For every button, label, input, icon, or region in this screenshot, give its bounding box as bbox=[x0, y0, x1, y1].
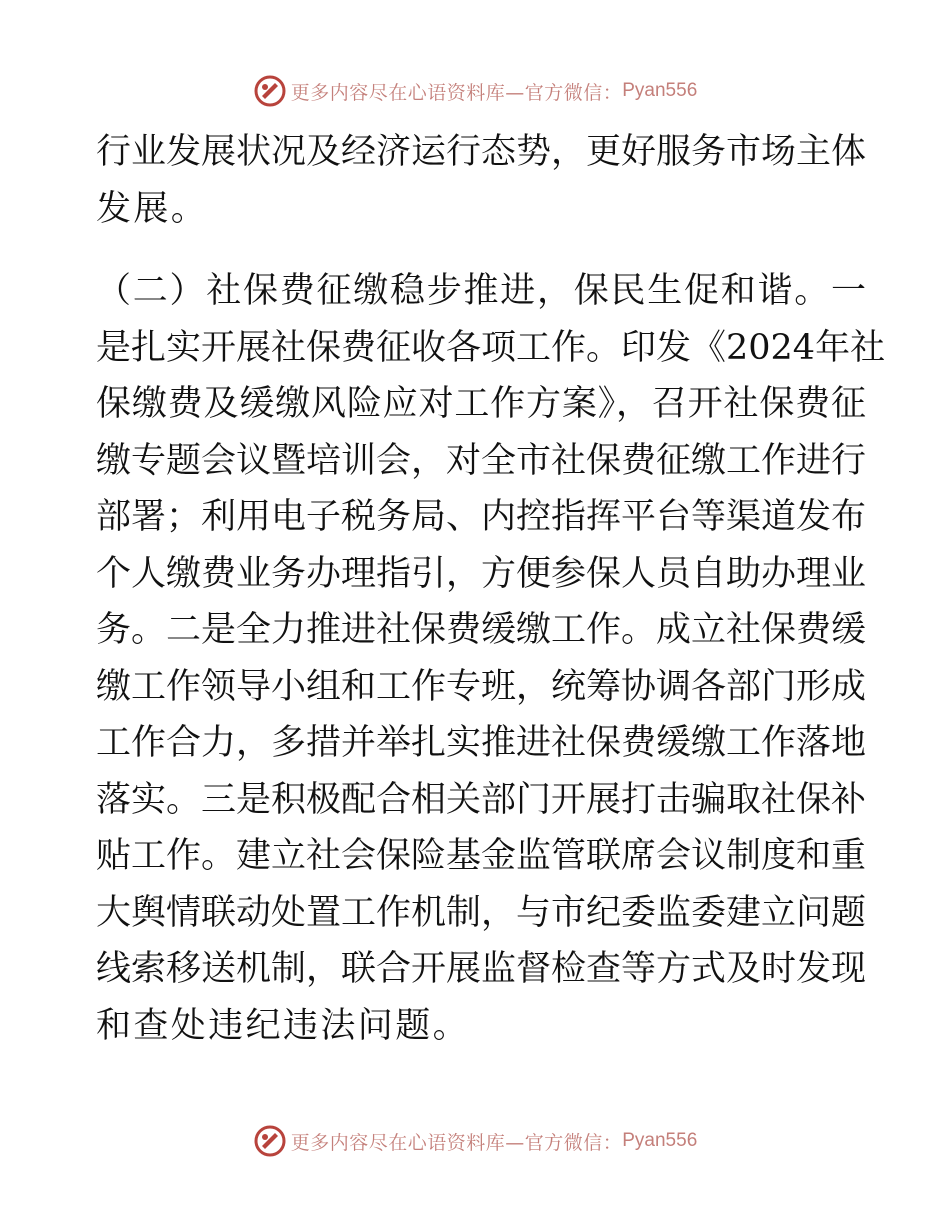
header-banner-text: 更多内容尽在心语资料库— bbox=[290, 81, 525, 104]
text-line: 个人缴费业务办理指引，方便参保人员自助办理业 bbox=[96, 553, 867, 594]
text-line: 线索移送机制，联合开展监督检查等方式及时发现 bbox=[96, 949, 867, 989]
text-line: 缴专题会议暨培训会，对全市社保费征缴工作进行 bbox=[96, 440, 867, 481]
footer-wechat-label: 官方微信： bbox=[524, 1131, 623, 1154]
footer-banner bbox=[0, 1121, 950, 1161]
text-line: 发展。 bbox=[96, 188, 209, 229]
text-line: 保缴费及缓缴风险应对工作方案》，召开社保费征 bbox=[96, 384, 866, 424]
header-wechat-label: 官方微信： bbox=[524, 81, 623, 104]
text-line: 贴工作。建立社会保险基金监管联席会议制度和重 bbox=[96, 836, 867, 876]
paragraph-2 bbox=[96, 263, 886, 1054]
text-line: （二）社保费征缴稳步推进，保民生促和谐。一 bbox=[96, 271, 866, 311]
logo-icon bbox=[253, 74, 287, 108]
header-wechat-id: Pyan556 bbox=[622, 80, 698, 101]
text-line: 缴工作领导小组和工作专班，统筹协调各部门形成 bbox=[96, 666, 867, 707]
logo-icon bbox=[253, 1124, 287, 1158]
text-line: 行业发展状况及经济运行态势，更好服务市场主体 bbox=[96, 132, 867, 172]
text-line: 是扎实开展社保费征收各项工作。印发《2024年社 bbox=[96, 327, 886, 368]
text-line: 务。二是全力推进社保费缓缴工作。成立社保费缓 bbox=[96, 610, 867, 650]
paragraph-1 bbox=[96, 124, 866, 237]
text-line: 大舆情联动处置工作机制，与市纪委监委建立问题 bbox=[96, 892, 867, 933]
footer-banner-text: 更多内容尽在心语资料库— bbox=[290, 1131, 525, 1154]
text-line: 工作合力，多措并举扎实推进社保费缓缴工作落地 bbox=[96, 723, 867, 763]
text-line: 和查处违纪违法问题。 bbox=[96, 1005, 471, 1046]
footer-wechat-id: Pyan556 bbox=[622, 1130, 698, 1151]
text-line: 部署；利用电子税务局、内控指挥平台等渠道发布 bbox=[96, 497, 867, 537]
header-banner bbox=[0, 71, 950, 111]
text-line: 落实。三是积极配合相关部门开展打击骗取社保补 bbox=[96, 779, 867, 820]
document-body bbox=[96, 124, 886, 1054]
